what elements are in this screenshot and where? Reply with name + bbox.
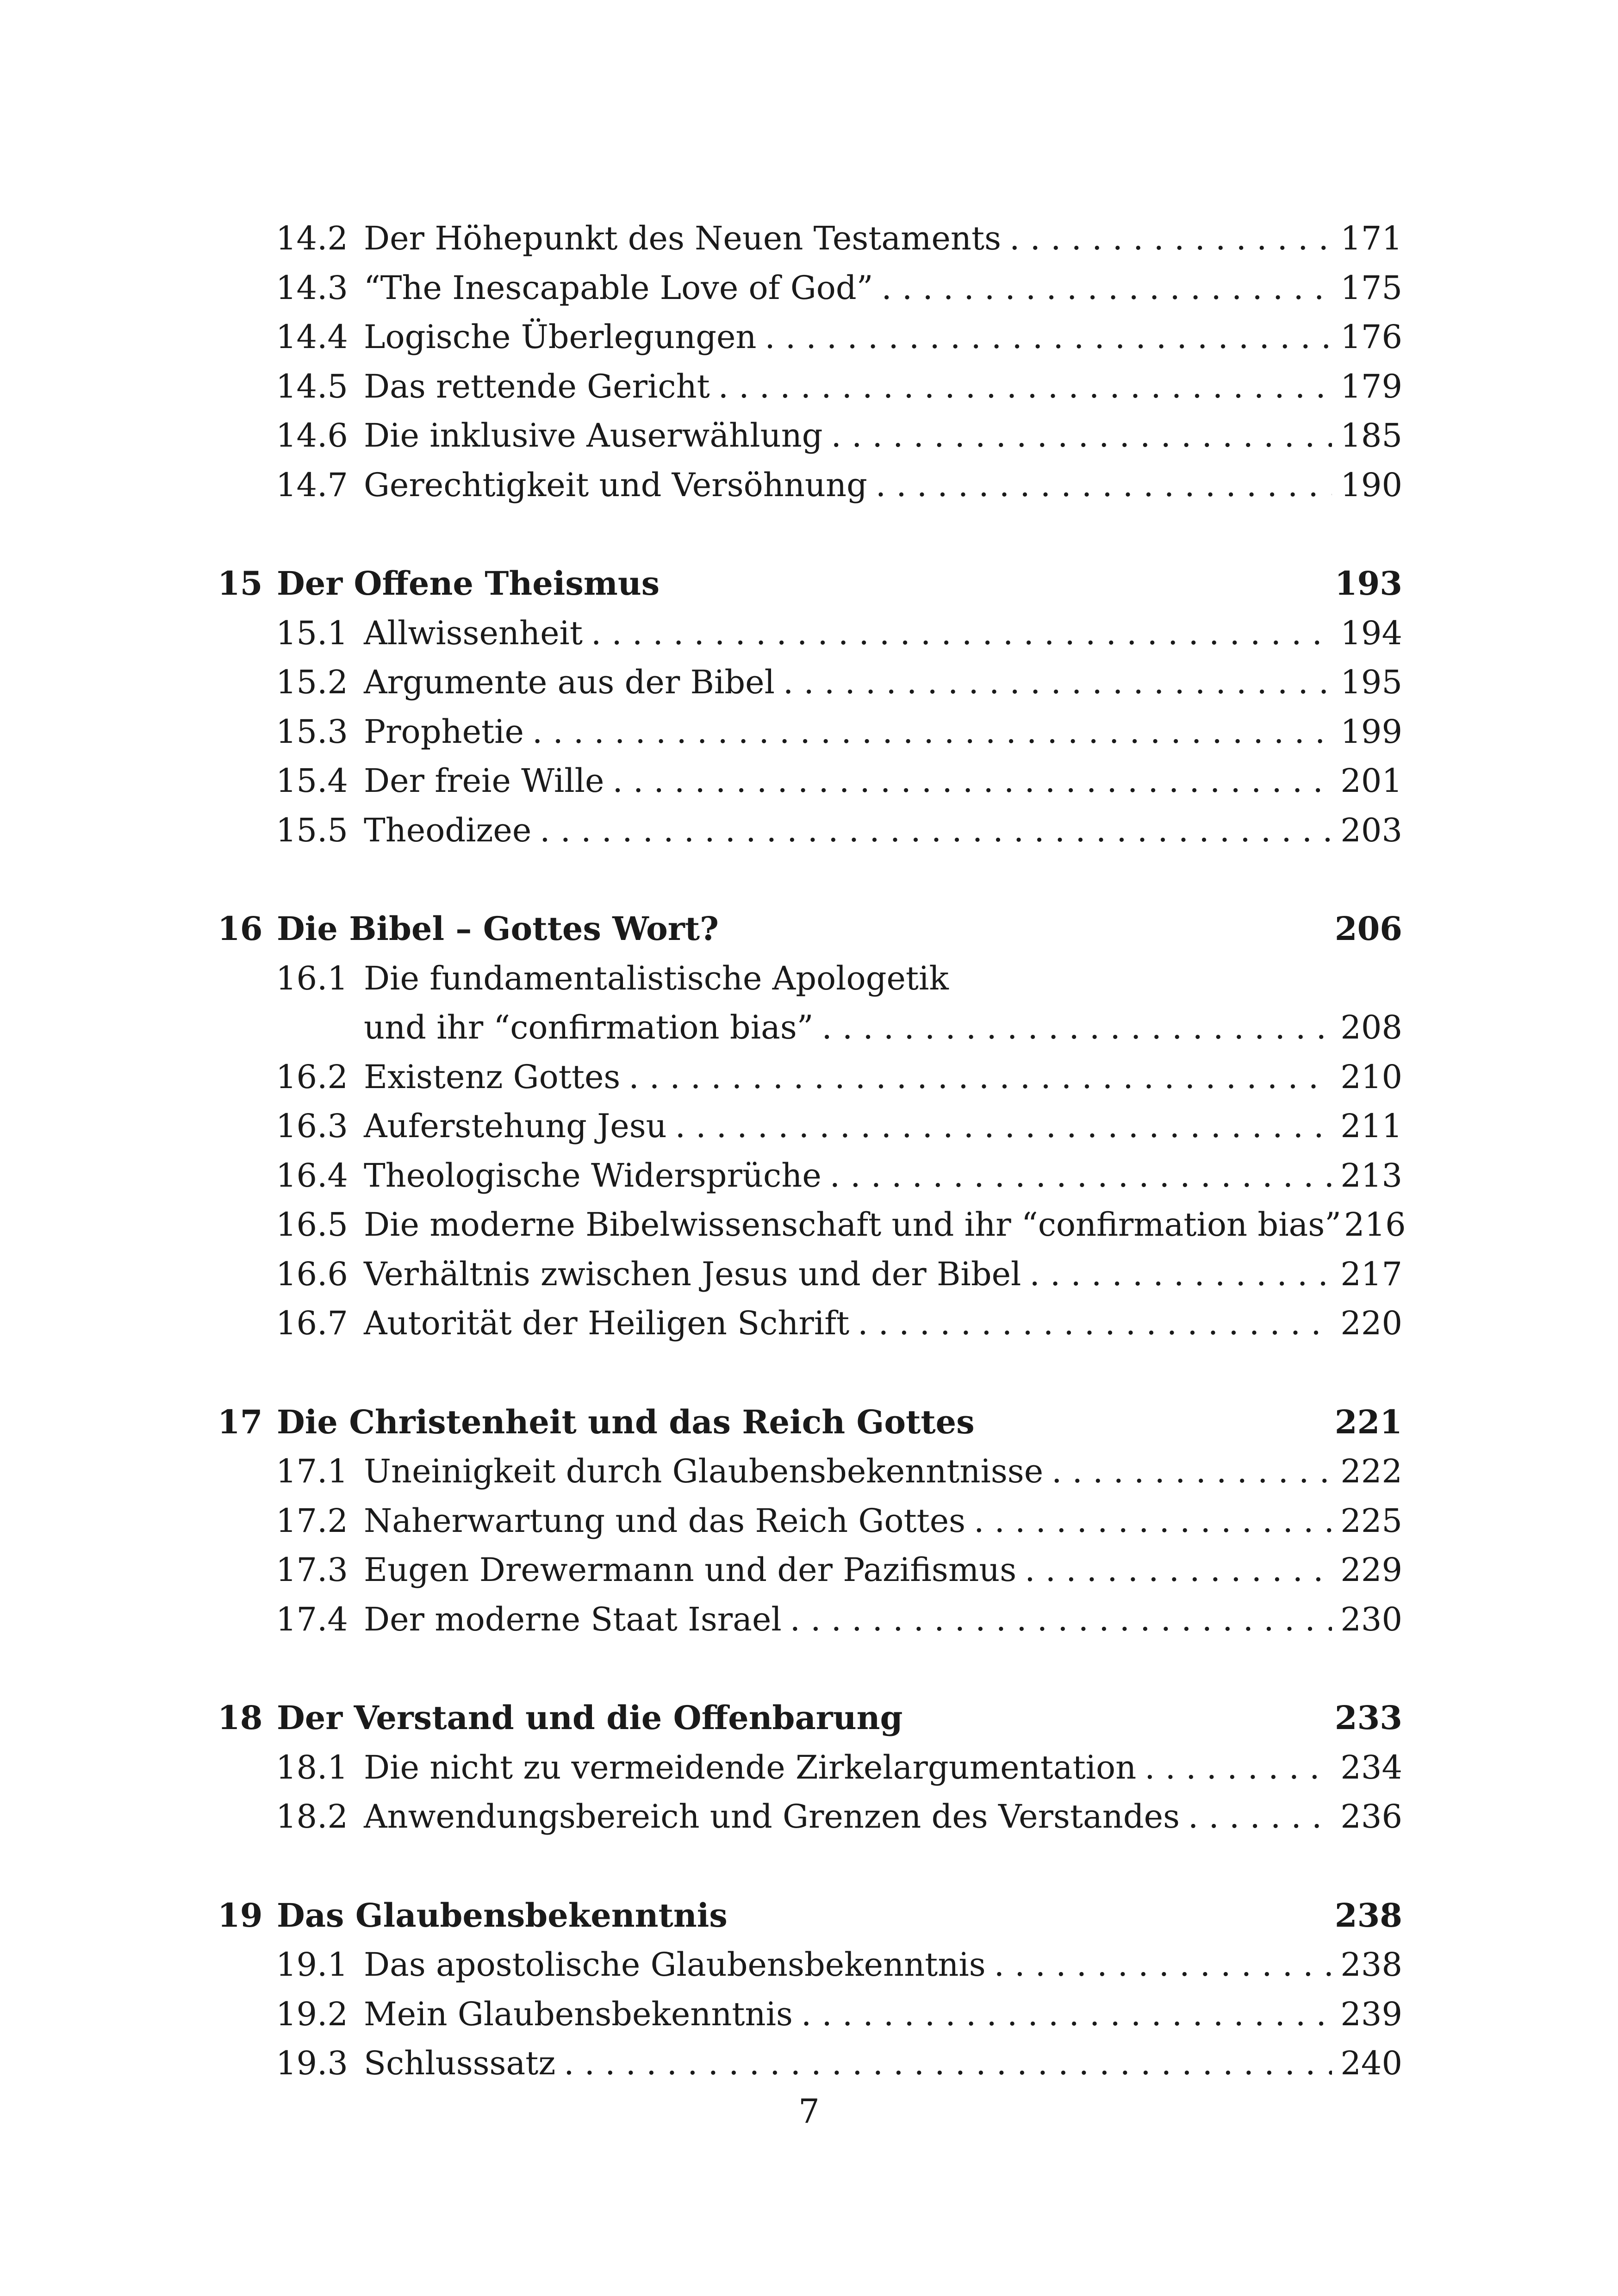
section-page-number: 220: [1340, 1304, 1402, 1342]
dot-leader: [718, 362, 1332, 411]
section-page-number: 203: [1340, 811, 1402, 849]
dot-leader: [822, 1003, 1332, 1052]
section-number: 16.5: [276, 1206, 348, 1244]
section-page-number: 194: [1340, 614, 1402, 652]
chapter-block: [218, 1398, 1402, 1644]
section-number: 17.4: [276, 1600, 348, 1638]
section-number: 16.4: [276, 1156, 348, 1195]
section-title: Eugen Drewermann und der Pazifismus: [364, 1551, 1017, 1589]
chapter-block: [218, 904, 1406, 1348]
section-number: 16.7: [276, 1304, 348, 1342]
section-number: 16.3: [276, 1107, 348, 1145]
toc-chapter-entry[interactable]: [218, 559, 1402, 609]
section-title: Schlusssatz: [364, 2044, 556, 2082]
section-title: Die fundamentalistische Apologetik: [364, 959, 949, 997]
toc-section-entry[interactable]: [218, 609, 1402, 658]
section-page-number: 171: [1340, 219, 1402, 257]
dot-leader: [858, 1299, 1332, 1348]
dot-leader: [1029, 1250, 1332, 1299]
section-page-number: 222: [1340, 1452, 1402, 1490]
section-title: Auferstehung Jesu: [364, 1107, 667, 1145]
toc-section-entry[interactable]: [218, 1200, 1406, 1250]
section-page-number: 240: [1340, 2044, 1402, 2082]
chapter-page-number: 233: [1334, 1699, 1402, 1737]
section-title: Argumente aus der Bibel: [364, 663, 775, 701]
chapter-page-number: 193: [1334, 564, 1402, 603]
section-page-number: 236: [1340, 1798, 1402, 1836]
toc-chapter-entry[interactable]: [218, 904, 1402, 954]
toc-section-entry[interactable]: [218, 1250, 1402, 1299]
section-page-number: 230: [1340, 1600, 1402, 1638]
toc-section-entry[interactable]: [218, 806, 1402, 855]
toc-section-entry[interactable]: [218, 1052, 1402, 1102]
section-page-number: 195: [1340, 663, 1402, 701]
section-title: Gerechtigkeit und Versöhnung: [364, 466, 867, 504]
section-page-number: 234: [1340, 1748, 1402, 1786]
section-title: Die inklusive Auserwählung: [364, 417, 823, 454]
section-title-continuation: und ihr “confirmation bias”: [364, 1008, 814, 1046]
chapter-block: [218, 214, 1402, 510]
section-title: Das apostolische Glaubensbekenntnis: [364, 1946, 986, 1984]
section-number: 17.1: [276, 1452, 348, 1490]
dot-leader: [974, 1496, 1332, 1546]
section-number: 14.4: [276, 318, 348, 356]
chapter-number: 19: [218, 1896, 263, 1935]
toc-section-entry[interactable]: [218, 1595, 1402, 1644]
section-page-number: 229: [1340, 1551, 1402, 1589]
dot-leader: [876, 460, 1332, 510]
section-number: 19.3: [276, 2044, 348, 2082]
section-title: Anwendungsbereich und Grenzen des Verstandes: [364, 1798, 1180, 1836]
toc-chapter-entry[interactable]: [218, 1693, 1402, 1743]
dot-leader: [1009, 214, 1332, 263]
section-title: Prophetie: [364, 712, 524, 751]
toc-section-entry[interactable]: [218, 1940, 1402, 1990]
section-title: Der freie Wille: [364, 762, 604, 800]
section-number: 15.5: [276, 811, 348, 849]
chapter-block: [218, 1891, 1402, 2088]
section-number: 16.1: [276, 959, 348, 997]
dot-leader: [629, 1052, 1332, 1102]
toc-section-entry[interactable]: [218, 411, 1402, 460]
toc-section-entry[interactable]: [218, 1792, 1402, 1842]
dot-leader: [1145, 1743, 1332, 1792]
chapter-number: 16: [218, 909, 263, 948]
toc-section-entry[interactable]: [218, 312, 1402, 362]
section-number: 14.2: [276, 219, 348, 257]
toc-section-entry[interactable]: [218, 1496, 1402, 1546]
section-title: Allwissenheit: [364, 614, 583, 652]
section-page-number: 175: [1340, 268, 1402, 307]
dot-leader: [783, 658, 1332, 707]
toc-section-entry[interactable]: [218, 263, 1402, 313]
chapter-page-number: 238: [1334, 1896, 1402, 1935]
dot-leader: [532, 707, 1332, 757]
chapter-title: Die Christenheit und das Reich Gottes: [277, 1402, 975, 1441]
section-page-number: 217: [1340, 1255, 1402, 1293]
section-title: Existenz Gottes: [364, 1058, 621, 1096]
dot-leader: [831, 411, 1332, 460]
section-page-number: 208: [1340, 1008, 1402, 1046]
section-number: 19.1: [276, 1946, 348, 1984]
section-title: “The Inescapable Love of God”: [364, 268, 873, 307]
dot-leader: [1025, 1545, 1332, 1595]
section-title: Autorität der Heiligen Schrift: [364, 1304, 850, 1342]
section-page-number: 238: [1340, 1946, 1402, 1984]
dot-leader: [1188, 1792, 1332, 1842]
section-title: Naherwartung und das Reich Gottes: [364, 1501, 966, 1540]
section-number: 17.2: [276, 1501, 348, 1540]
dot-leader: [591, 609, 1332, 658]
section-page-number: 199: [1340, 712, 1402, 751]
section-number: 14.3: [276, 268, 348, 307]
toc-section-entry[interactable]: [218, 362, 1402, 411]
section-number: 16.6: [276, 1255, 348, 1293]
section-title: Die moderne Bibelwissenschaft und ihr “confirmation bias”: [364, 1206, 1342, 1244]
section-title: Mein Glaubensbekenntnis: [364, 1995, 793, 2033]
chapter-block: [218, 559, 1402, 855]
toc-section-entry[interactable]: [218, 1545, 1402, 1595]
section-number: 15.3: [276, 712, 348, 751]
toc-section-entry[interactable]: [218, 1101, 1402, 1151]
toc-section-entry[interactable]: [218, 2039, 1402, 2088]
toc-chapter-entry[interactable]: [218, 1891, 1402, 1941]
section-number: 14.5: [276, 367, 348, 405]
section-title: Der moderne Staat Israel: [364, 1600, 782, 1638]
toc-section-entry[interactable]: [218, 1151, 1402, 1201]
toc-section-entry[interactable]: [218, 1447, 1402, 1496]
section-page-number: 211: [1340, 1107, 1402, 1145]
section-title: Theologische Widersprüche: [364, 1156, 821, 1195]
chapter-block: [218, 1693, 1402, 1842]
dot-leader: [540, 806, 1332, 855]
dot-leader: [564, 2039, 1332, 2088]
section-number: 15.2: [276, 663, 348, 701]
toc-section-entry[interactable]: [218, 954, 1402, 1003]
toc-section-entry[interactable]: [218, 214, 1402, 263]
dot-leader: [994, 1940, 1332, 1990]
section-title: Der Höhepunkt des Neuen Testaments: [364, 219, 1002, 257]
page-number: 7: [798, 2092, 820, 2131]
toc-section-entry[interactable]: [218, 707, 1402, 757]
toc-chapter-entry[interactable]: [218, 1398, 1402, 1447]
toc-section-entry[interactable]: [218, 460, 1402, 510]
chapter-number: 17: [218, 1402, 263, 1441]
dot-leader: [675, 1101, 1332, 1151]
section-title: Verhältnis zwischen Jesus und der Bibel: [364, 1255, 1021, 1293]
section-number: 14.6: [276, 417, 348, 454]
section-page-number: 190: [1340, 466, 1402, 504]
table-of-contents: [218, 214, 1406, 2088]
dot-leader: [790, 1595, 1332, 1644]
chapter-number: 15: [218, 564, 263, 603]
section-title: Theodizee: [364, 811, 532, 849]
section-page-number: 179: [1340, 367, 1402, 405]
chapter-page-number: 206: [1334, 909, 1402, 948]
section-number: 18.2: [276, 1798, 348, 1836]
section-title: Das rettende Gericht: [364, 367, 710, 405]
dot-leader: [830, 1151, 1332, 1201]
dot-leader: [765, 312, 1332, 362]
section-title: Logische Überlegungen: [364, 318, 757, 356]
toc-section-entry[interactable]: [218, 1743, 1402, 1792]
section-number: 16.2: [276, 1058, 348, 1096]
section-number: 14.7: [276, 466, 348, 504]
section-title: Uneinigkeit durch Glaubensbekenntnisse: [364, 1452, 1044, 1490]
chapter-title: Der Verstand und die Offenbarung: [277, 1699, 903, 1737]
section-number: 17.3: [276, 1551, 348, 1589]
chapter-title: Der Offene Theismus: [277, 564, 660, 603]
toc-section-entry[interactable]: [218, 1299, 1402, 1348]
toc-section-entry[interactable]: [218, 658, 1402, 707]
dot-leader: [881, 263, 1332, 313]
chapter-title: Das Glaubensbekenntnis: [277, 1896, 728, 1935]
section-number: 19.2: [276, 1995, 348, 2033]
section-number: 15.1: [276, 614, 348, 652]
section-page-number: 239: [1340, 1995, 1402, 2033]
section-number: 15.4: [276, 762, 348, 800]
section-page-number: 185: [1340, 417, 1402, 454]
toc-section-entry[interactable]: [218, 1990, 1402, 2039]
section-page-number: 201: [1340, 762, 1402, 800]
chapter-page-number: 221: [1334, 1402, 1402, 1441]
chapter-number: 18: [218, 1699, 263, 1737]
chapter-title: Die Bibel – Gottes Wort?: [277, 909, 719, 948]
section-page-number: 213: [1340, 1156, 1402, 1195]
section-page-number: 210: [1340, 1058, 1402, 1096]
section-page-number: 225: [1340, 1501, 1402, 1540]
section-title: Die nicht zu vermeidende Zirkelargumentation: [364, 1748, 1137, 1786]
toc-section-entry[interactable]: [218, 756, 1402, 806]
section-page-number: 176: [1340, 318, 1402, 356]
dot-leader: [801, 1990, 1332, 2039]
section-number: 18.1: [276, 1748, 348, 1786]
toc-section-entry-continuation[interactable]: [218, 1003, 1402, 1052]
dot-leader: [1052, 1447, 1332, 1496]
dot-leader: [612, 756, 1332, 806]
section-page-number: 216: [1344, 1206, 1406, 1244]
